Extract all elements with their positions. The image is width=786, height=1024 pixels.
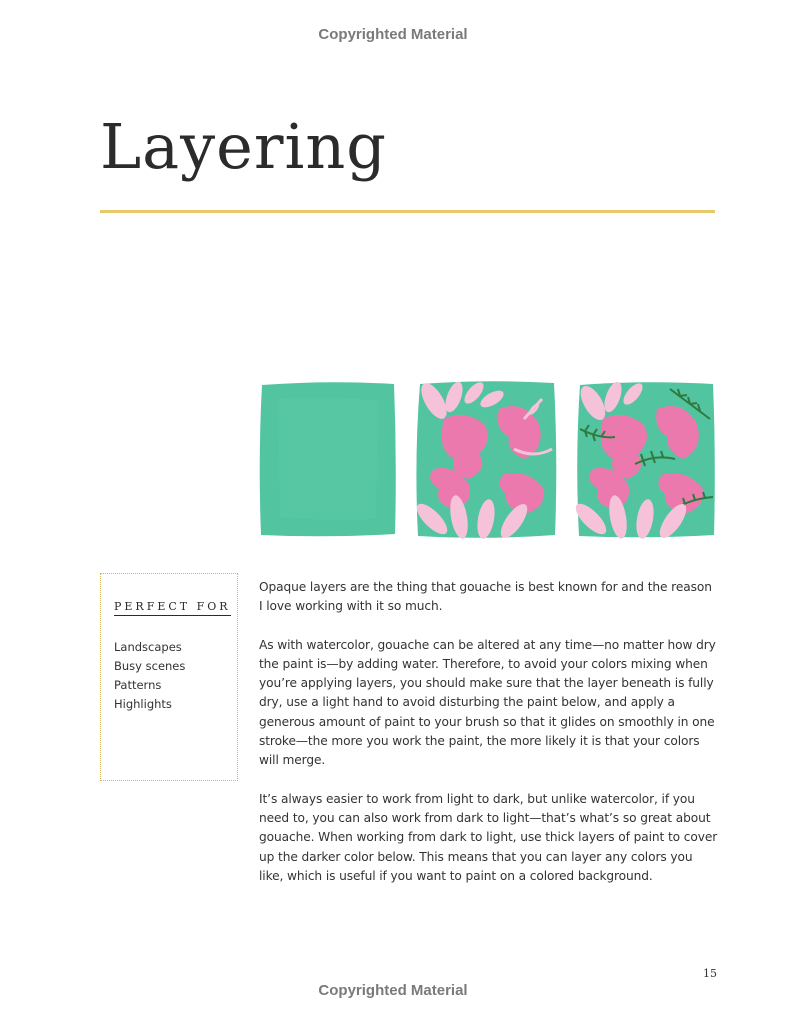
watermark-top: Copyrighted Material xyxy=(318,26,468,43)
page-title: Layering xyxy=(100,110,387,183)
title-divider xyxy=(100,210,715,213)
list-item: Landscapes xyxy=(114,640,182,654)
body-text xyxy=(259,578,719,905)
body-paragraph: As with watercolor, gouache can be altered at any time—no matter how dry the paint is—by adding water. Therefore, to avoid your colors mixing when you’re applying layers, you should make sure that the layer beneath is fully dry, use a light hand to avoid disturbing the paint below, and apply a generous amount of paint to your brush so that it glides on smoothly in one stroke—the more you work the paint, the more likely it is that your colors will merge. xyxy=(259,637,716,768)
list-item: Patterns xyxy=(114,678,162,692)
perfect-for-box xyxy=(100,573,238,781)
perfect-for-list xyxy=(114,638,185,714)
swatch-third-layer xyxy=(575,379,717,541)
body-paragraph: It’s always easier to work from light to dark, but unlike watercolor, if you need to, you can also work from dark to light—that’s what’s so great about gouache. When working from dark to light, use thick layers of paint to cover up the darker color below. This means that you can layer any colors you like, which is useful if you want to paint on a colored background. xyxy=(259,791,718,883)
page-number: 15 xyxy=(703,967,717,980)
watermark-bottom: Copyrighted Material xyxy=(318,982,468,999)
list-item: Busy scenes xyxy=(114,659,186,673)
list-item: Highlights xyxy=(114,697,172,711)
perfect-for-heading: PERFECT FOR xyxy=(114,600,231,616)
body-paragraph: Opaque layers are the thing that gouache is best known for and the reason I love working with it so much. xyxy=(259,580,712,614)
swatch-base-layer xyxy=(258,379,398,539)
swatch-second-layer xyxy=(414,379,559,541)
